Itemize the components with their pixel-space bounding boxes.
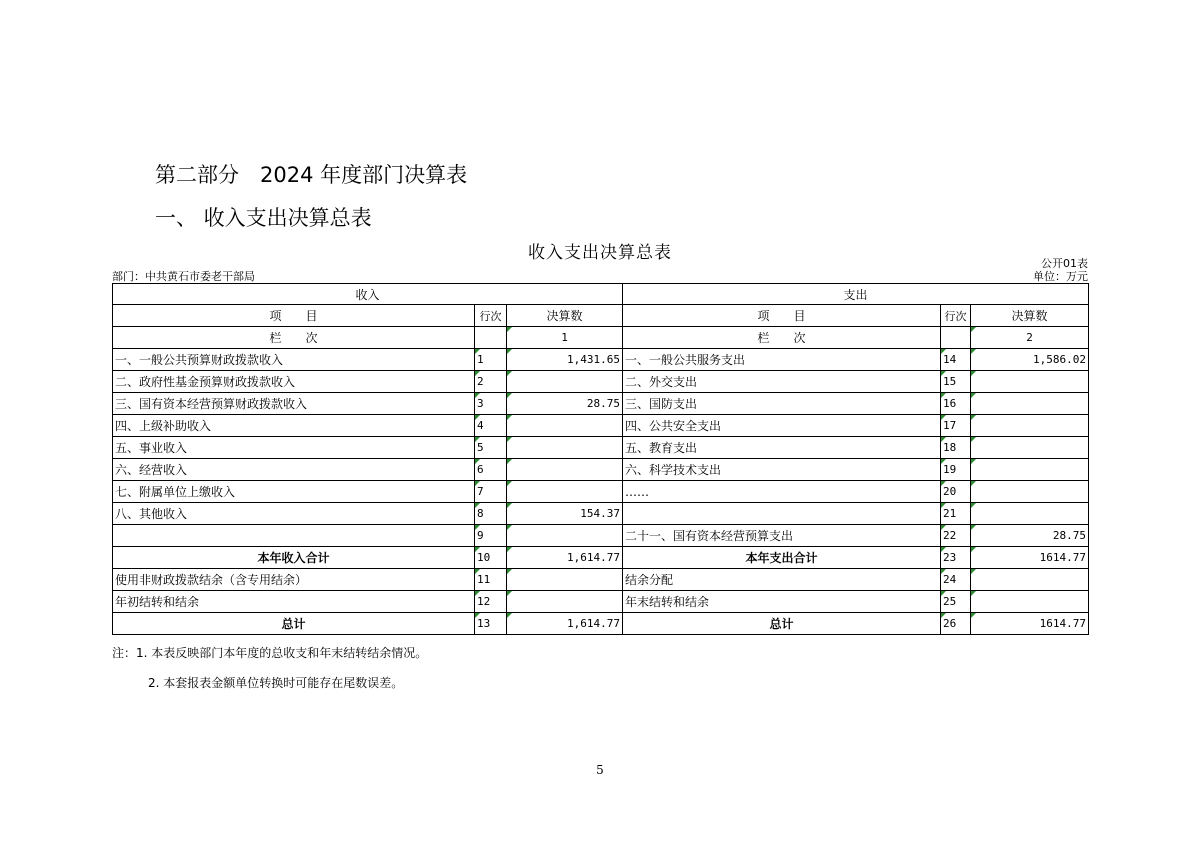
- table-row: [113, 459, 1089, 481]
- income-item: 四、上级补助收入: [113, 415, 475, 437]
- income-row-no: 4: [475, 415, 507, 437]
- expense-amount: [971, 437, 1089, 459]
- expense-item: ……: [623, 481, 941, 503]
- table-header-row: [113, 284, 1089, 305]
- department-label: 部门：中共黄石市委老干部局: [112, 270, 255, 283]
- expense-amount-col: 决算数: [971, 305, 1089, 327]
- part-heading: 第二部分 2024 年度部门决算表: [155, 163, 468, 187]
- income-row-no: 2: [475, 371, 507, 393]
- expense-amount: [971, 459, 1089, 481]
- income-row-no: 5: [475, 437, 507, 459]
- expense-amount: 28.75: [971, 525, 1089, 547]
- income-item: 二、政府性基金预算财政拨款收入: [113, 371, 475, 393]
- income-item: [113, 525, 475, 547]
- expense-row-no: 17: [941, 415, 971, 437]
- expense-row-no: 25: [941, 591, 971, 613]
- table-row: [113, 437, 1089, 459]
- income-row-no: 3: [475, 393, 507, 415]
- section-heading: 一、 收入支出决算总表: [155, 206, 372, 230]
- subtotal-row: [113, 547, 1089, 569]
- income-item: 使用非财政拨款结余（含专用结余）: [113, 569, 475, 591]
- table-row: [113, 569, 1089, 591]
- income-item: 八、其他收入: [113, 503, 475, 525]
- expense-lanci-blank: [941, 327, 971, 349]
- income-amount: 28.75: [507, 393, 623, 415]
- expense-amount: [971, 415, 1089, 437]
- expense-row-no: 19: [941, 459, 971, 481]
- note-2: 2. 本套报表金额单位转换时可能存在尾数误差。: [148, 676, 404, 690]
- expense-row-no: 22: [941, 525, 971, 547]
- expense-item: 年末结转和结余: [623, 591, 941, 613]
- income-item: 年初结转和结余: [113, 591, 475, 613]
- income-row-col: 行次: [475, 305, 507, 327]
- expense-item: 一、一般公共服务支出: [623, 349, 941, 371]
- table-row: [113, 349, 1089, 371]
- lanci-row: [113, 327, 1089, 349]
- table-row: [113, 371, 1089, 393]
- income-item: 七、附属单位上缴收入: [113, 481, 475, 503]
- expense-item: 四、公共安全支出: [623, 415, 941, 437]
- income-amount: 1,431.65: [507, 349, 623, 371]
- income-col-no: 1: [507, 327, 623, 349]
- expense-amount: [971, 481, 1089, 503]
- expense-item: 三、国防支出: [623, 393, 941, 415]
- expense-row-no: 21: [941, 503, 971, 525]
- income-amount: [507, 371, 623, 393]
- expense-grand-no: 26: [941, 613, 971, 635]
- income-total-no: 10: [475, 547, 507, 569]
- income-amount: 154.37: [507, 503, 623, 525]
- income-row-no: 7: [475, 481, 507, 503]
- income-row-no: 12: [475, 591, 507, 613]
- expense-amount: [971, 503, 1089, 525]
- expense-total-label: 本年支出合计: [623, 547, 941, 569]
- expense-row-no: 20: [941, 481, 971, 503]
- income-amount: [507, 591, 623, 613]
- income-lanci-blank: [475, 327, 507, 349]
- note-1: 注：1. 本表反映部门本年度的总收支和年末结转结余情况。: [112, 646, 428, 660]
- income-row-no: 1: [475, 349, 507, 371]
- expense-amount: [971, 371, 1089, 393]
- expense-item: 结余分配: [623, 569, 941, 591]
- income-row-no: 8: [475, 503, 507, 525]
- income-amount: [507, 525, 623, 547]
- table-unit: 单位：万元: [1033, 270, 1088, 283]
- expense-row-no: 18: [941, 437, 971, 459]
- table-row: [113, 503, 1089, 525]
- expense-total-amount: 1614.77: [971, 547, 1089, 569]
- income-amount-col: 决算数: [507, 305, 623, 327]
- income-item: 六、经营收入: [113, 459, 475, 481]
- expense-amount: 1,586.02: [971, 349, 1089, 371]
- expense-row-col: 行次: [941, 305, 971, 327]
- income-grand-label: 总计: [113, 613, 475, 635]
- page-number: 5: [596, 763, 604, 777]
- expense-row-no: 16: [941, 393, 971, 415]
- expense-total-no: 23: [941, 547, 971, 569]
- income-grand-no: 13: [475, 613, 507, 635]
- income-total-amount: 1,614.77: [507, 547, 623, 569]
- expense-item: 五、教育支出: [623, 437, 941, 459]
- grand-total-row: [113, 613, 1089, 635]
- income-amount: [507, 437, 623, 459]
- expense-item: 六、科学技术支出: [623, 459, 941, 481]
- table-row: [113, 591, 1089, 613]
- income-amount: [507, 459, 623, 481]
- column-header-row: [113, 305, 1089, 327]
- expense-lanci: 栏 次: [623, 327, 941, 349]
- expense-item-col: 项 目: [623, 305, 941, 327]
- income-item: 三、国有资本经营预算财政拨款收入: [113, 393, 475, 415]
- income-header: 收入: [113, 284, 623, 305]
- expense-amount: [971, 569, 1089, 591]
- income-amount: [507, 481, 623, 503]
- expense-row-no: 15: [941, 371, 971, 393]
- expense-col-no: 2: [971, 327, 1089, 349]
- expense-item: 二、外交支出: [623, 371, 941, 393]
- table-row: [113, 393, 1089, 415]
- expense-item: [623, 503, 941, 525]
- expense-header: 支出: [623, 284, 1089, 305]
- table-title: 收入支出决算总表: [528, 243, 672, 263]
- expense-row-no: 24: [941, 569, 971, 591]
- income-amount: [507, 415, 623, 437]
- income-amount: [507, 569, 623, 591]
- expense-row-no: 14: [941, 349, 971, 371]
- income-item: 一、一般公共预算财政拨款收入: [113, 349, 475, 371]
- table-row: [113, 525, 1089, 547]
- income-row-no: 11: [475, 569, 507, 591]
- expense-grand-label: 总计: [623, 613, 941, 635]
- budget-table: [112, 283, 1089, 635]
- expense-amount: [971, 393, 1089, 415]
- income-item-col: 项 目: [113, 305, 475, 327]
- income-item: 五、事业收入: [113, 437, 475, 459]
- table-code: 公开01表: [1041, 257, 1088, 270]
- income-total-label: 本年收入合计: [113, 547, 475, 569]
- table-row: [113, 415, 1089, 437]
- income-row-no: 9: [475, 525, 507, 547]
- expense-item: 二十一、国有资本经营预算支出: [623, 525, 941, 547]
- expense-grand-amount: 1614.77: [971, 613, 1089, 635]
- income-lanci: 栏 次: [113, 327, 475, 349]
- table-row: [113, 481, 1089, 503]
- income-row-no: 6: [475, 459, 507, 481]
- expense-amount: [971, 591, 1089, 613]
- income-grand-amount: 1,614.77: [507, 613, 623, 635]
